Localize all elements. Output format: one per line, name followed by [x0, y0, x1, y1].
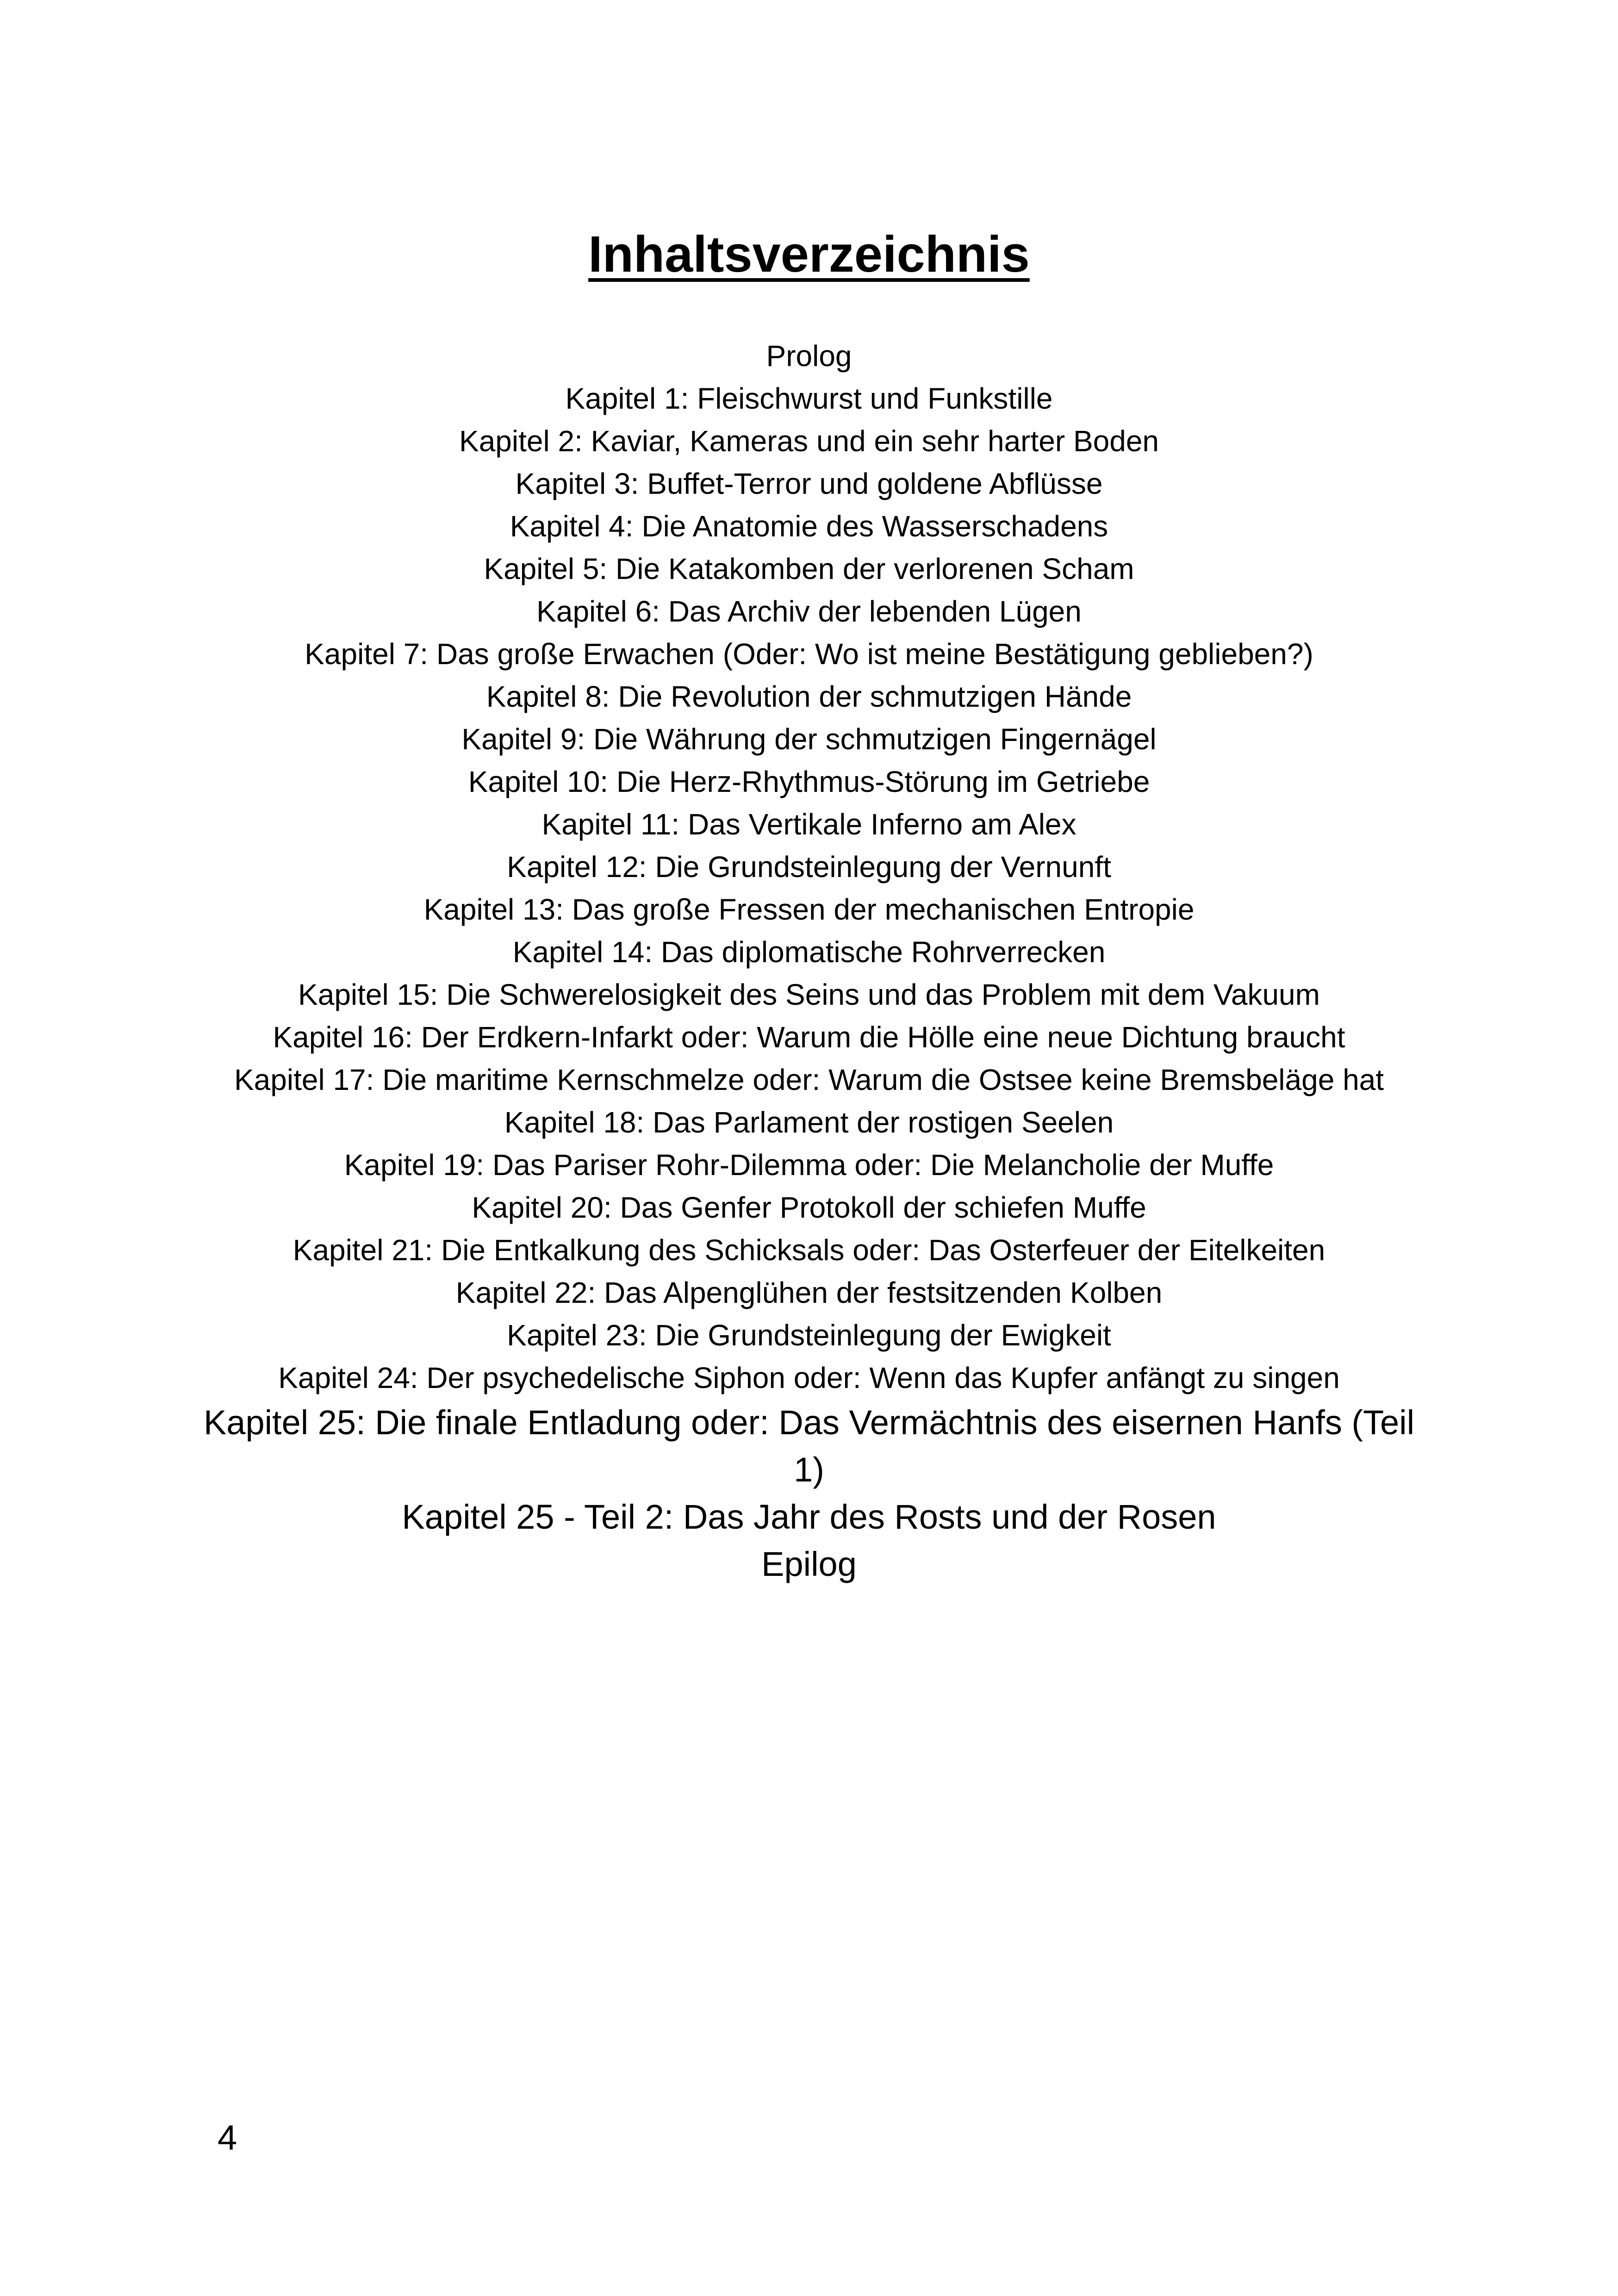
toc-entry-chapter-10: Kapitel 10: Die Herz-Rhythmus-Störung im Getriebe [468, 765, 1150, 798]
toc-entry-chapter-15: Kapitel 15: Die Schwerelosigkeit des Seins und das Problem mit dem Vakuum [298, 978, 1320, 1011]
toc-entry-chapter-11: Kapitel 11: Das Vertikale Inferno am Alex [541, 808, 1077, 841]
toc-entry-chapter-25-part-1: Kapitel 25: Die finale Entladung oder: Das Vermächtnis des eisernen Hanfs (Teil 1) [203, 1403, 1415, 1489]
toc-entry-chapter-23: Kapitel 23: Die Grundsteinlegung der Ewigkeit [507, 1319, 1111, 1352]
toc-entry-chapter-14: Kapitel 14: Das diplomatische Rohrverrecken [512, 935, 1106, 969]
toc-entry-chapter-18: Kapitel 18: Das Parlament der rostigen Seelen [504, 1106, 1114, 1139]
toc-entry-chapter-8: Kapitel 8: Die Revolution der schmutzigen Hände [486, 680, 1132, 713]
toc-entry-chapter-3: Kapitel 3: Buffet-Terror und goldene Abflüsse [515, 467, 1103, 500]
toc-entry-chapter-21: Kapitel 21: Die Entkalkung des Schicksals oder: Das Osterfeuer der Eitelkeiten [292, 1233, 1326, 1267]
toc-entry-chapter-12: Kapitel 12: Die Grundsteinlegung der Vernunft [507, 850, 1111, 884]
toc-entry-chapter-4: Kapitel 4: Die Anatomie des Wasserschadens [510, 510, 1108, 543]
toc-entry-chapter-5: Kapitel 5: Die Katakomben der verlorenen Scham [484, 552, 1134, 585]
toc-entry-prolog: Prolog [766, 339, 852, 373]
toc-entry-chapter-9: Kapitel 9: Die Währung der schmutzigen Fingernägel [461, 722, 1157, 756]
table-of-contents [194, 335, 1424, 1588]
toc-entry-chapter-24: Kapitel 24: Der psychedelische Siphon oder: Wenn das Kupfer anfängt zu singen [278, 1361, 1340, 1394]
toc-entry-chapter-6: Kapitel 6: Das Archiv der lebenden Lügen [536, 595, 1082, 628]
toc-entry-chapter-22: Kapitel 22: Das Alpenglühen der festsitzenden Kolben [455, 1276, 1163, 1309]
toc-entry-chapter-16: Kapitel 16: Der Erdkern-Infarkt oder: Warum die Hölle eine neue Dichtung braucht [273, 1020, 1345, 1054]
toc-entry-chapter-19: Kapitel 19: Das Pariser Rohr-Dilemma oder: Die Melancholie der Muffe [344, 1148, 1274, 1182]
toc-entry-chapter-7: Kapitel 7: Das große Erwachen (Oder: Wo ist meine Bestätigung geblieben?) [305, 637, 1313, 671]
page-number: 4 [218, 2118, 237, 2158]
toc-entry-chapter-25-part-2: Kapitel 25 - Teil 2: Das Jahr des Rosts und der Rosen [402, 1498, 1216, 1536]
toc-entry-chapter-20: Kapitel 20: Das Genfer Protokoll der schiefen Muffe [472, 1191, 1146, 1224]
toc-entry-chapter-1: Kapitel 1: Fleischwurst und Funkstille [565, 382, 1053, 415]
toc-entry-chapter-13: Kapitel 13: Das große Fressen der mechanischen Entropie [423, 893, 1195, 926]
page-title: Inhaltsverzeichnis [588, 226, 1030, 283]
toc-entry-chapter-17: Kapitel 17: Die maritime Kernschmelze oder: Warum die Ostsee keine Bremsbeläge hat [234, 1063, 1384, 1096]
toc-entry-chapter-2: Kapitel 2: Kaviar, Kameras und ein sehr harter Boden [459, 424, 1159, 458]
toc-entry-epilog: Epilog [761, 1545, 857, 1583]
